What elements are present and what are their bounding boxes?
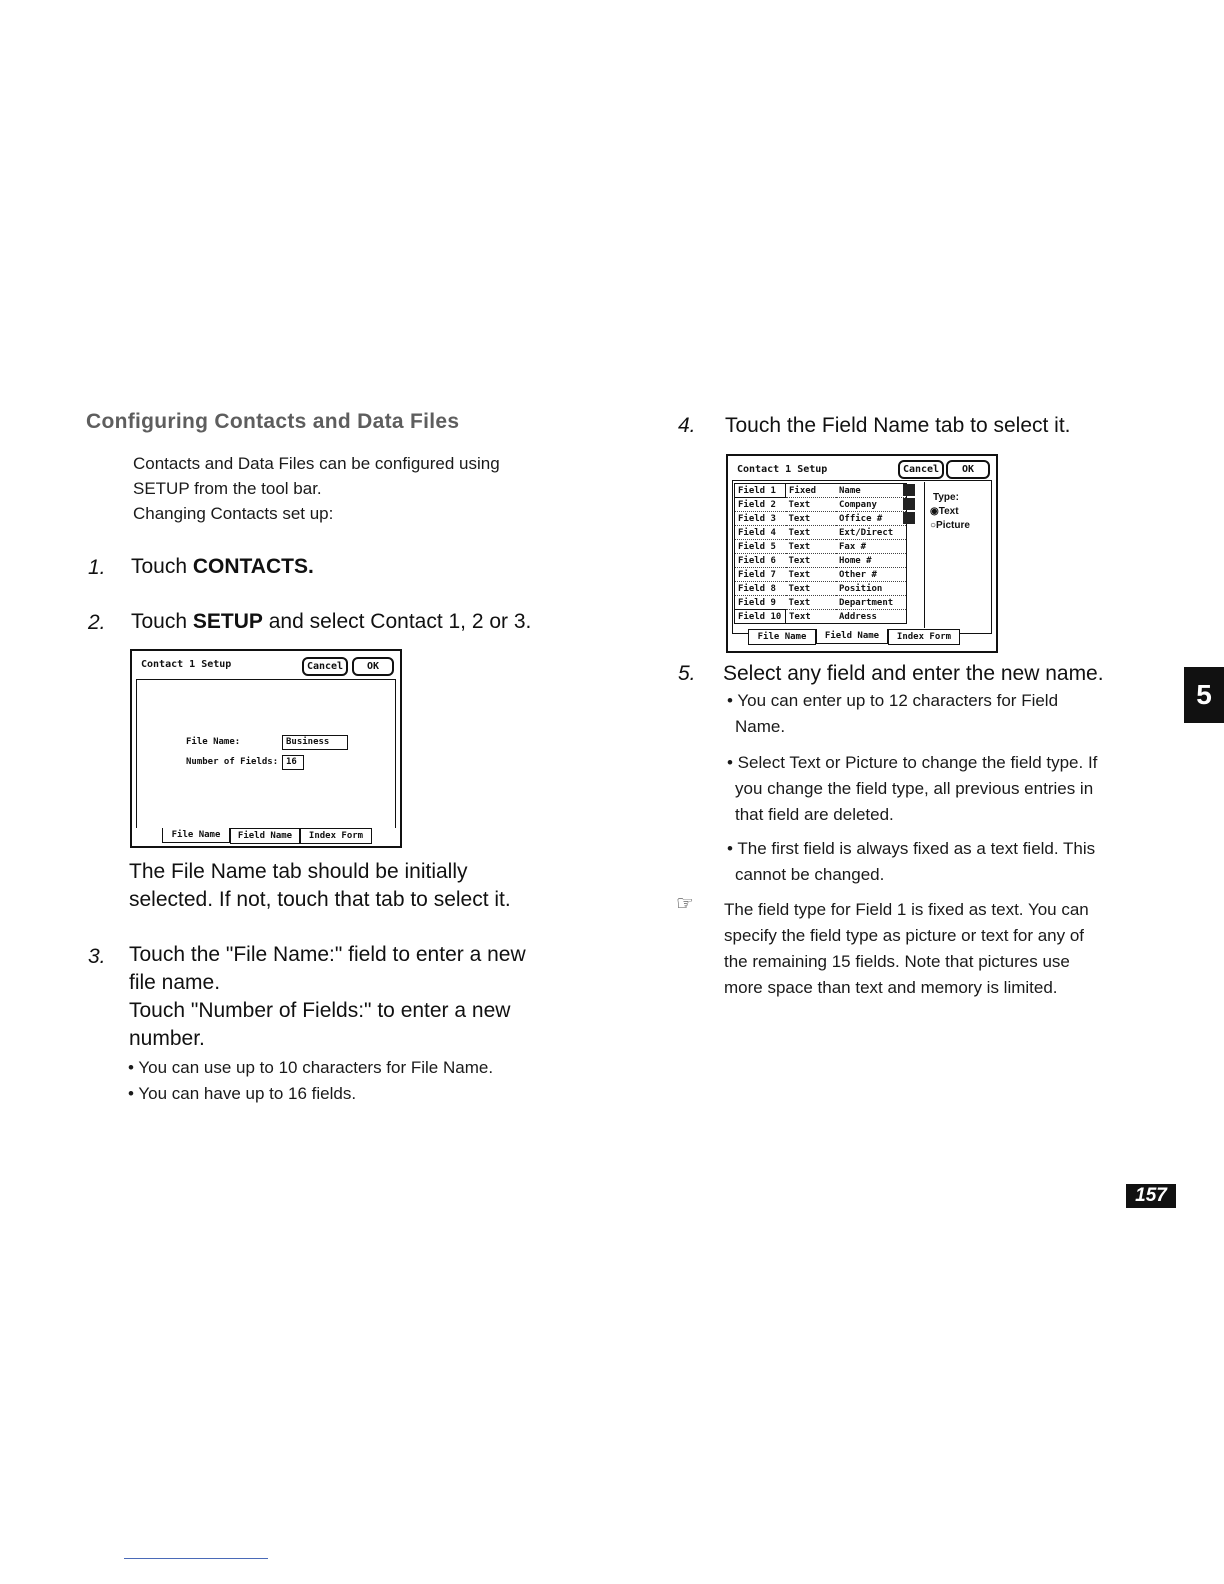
scroll-up-icon[interactable] (903, 484, 915, 496)
step-1-bold: CONTACTS. (192, 555, 314, 578)
note-text (724, 897, 1164, 1001)
table-divider (924, 482, 925, 628)
note-line-1: The field type for Field 1 is fixed as text. You can (724, 900, 1089, 919)
bullet-2-line-3: that field are deleted. (735, 805, 894, 824)
bullet-1-line-1: • You can enter up to 12 characters for Field (727, 691, 1059, 710)
radio-picture-label: Picture (936, 520, 970, 531)
field-label: Name (836, 484, 907, 498)
step-2-note-line-2: selected. If not, touch that tab to select it. (129, 888, 511, 911)
field-type: Fixed (786, 484, 837, 498)
field-label: Other # (836, 568, 907, 582)
page-number: 157 (1126, 1184, 1176, 1208)
intro-line-2: SETUP from the tool bar. (133, 479, 322, 498)
table-row[interactable] (735, 582, 907, 596)
table-row[interactable] (735, 554, 907, 568)
field-label: Office # (836, 512, 907, 526)
field-number: Field 3 (735, 512, 786, 526)
step-2-pre: Touch (131, 610, 193, 633)
tab-field-name[interactable]: Field Name (816, 629, 888, 644)
table-row[interactable] (735, 568, 907, 582)
field-number: Field 9 (735, 596, 786, 610)
step-1-pre: Touch (131, 555, 193, 578)
file-name-label: File Name: (186, 737, 241, 747)
type-label: Type: (933, 492, 959, 503)
table-row[interactable] (735, 610, 907, 624)
bullet-2-line-2: you change the field type, all previous entries in (735, 779, 1094, 798)
step-5-bullets (727, 688, 1167, 888)
field-type: Text (786, 596, 837, 610)
step-1-number: 1. (88, 556, 106, 579)
pointing-hand-icon: ☞ (676, 893, 694, 915)
file-name-input[interactable]: Business (282, 735, 348, 750)
field-number: Field 6 (735, 554, 786, 568)
step-5-bullet-3 (727, 836, 1167, 888)
bullet-3-line-1: • The first field is always fixed as a text field. This (727, 839, 1096, 858)
cancel-button[interactable]: Cancel (898, 460, 944, 479)
contact-setup-screen-file-name (130, 649, 402, 848)
bullet-1-line-2: Name. (735, 717, 786, 736)
step-2-number: 2. (88, 611, 106, 634)
table-row[interactable] (735, 526, 907, 540)
section-heading: Configuring Contacts and Data Files (86, 410, 460, 433)
step-1-text (131, 553, 314, 581)
field-type: Text (786, 540, 837, 554)
ok-button[interactable]: OK (946, 460, 990, 479)
setup-tabs (748, 629, 960, 645)
field-label: Ext/Direct (836, 526, 907, 540)
cancel-button[interactable]: Cancel (302, 657, 348, 676)
step-3-bullets (128, 1055, 568, 1107)
table-row[interactable] (735, 596, 907, 610)
note-line-4: more space than text and memory is limited. (724, 978, 1058, 997)
field-type: Text (786, 498, 837, 512)
step-2-note (129, 858, 569, 914)
bullet-3-line-2: cannot be changed. (735, 865, 885, 884)
field-label: Company (836, 498, 907, 512)
step-3-line-1: Touch the "File Name:" field to enter a new (129, 943, 526, 966)
field-type: Text (786, 512, 837, 526)
intro-line-3: Changing Contacts set up: (133, 504, 334, 523)
intro-line-1: Contacts and Data Files can be configured using (133, 454, 500, 473)
table-row[interactable] (735, 484, 907, 498)
step-4-text: Touch the Field Name tab to select it. (725, 414, 1071, 437)
step-3-line-3: Touch "Number of Fields:" to enter a new (129, 999, 511, 1022)
tab-index-form[interactable]: Index Form (888, 629, 960, 645)
step-3-bullet-1: • You can use up to 10 characters for File Name. (128, 1058, 494, 1077)
screen-title: Contact 1 Setup (141, 659, 232, 670)
step-3-line-4: number. (129, 1027, 205, 1050)
field-type: Text (786, 568, 837, 582)
number-of-fields-label: Number of Fields: (186, 757, 279, 767)
table-row[interactable] (735, 498, 907, 512)
step-5-bullet-2 (727, 750, 1167, 828)
field-label: Home # (836, 554, 907, 568)
intro-text (133, 451, 573, 526)
radio-text[interactable] (930, 506, 959, 517)
tab-field-name[interactable]: Field Name (230, 828, 300, 844)
step-3-line-2: file name. (129, 971, 221, 994)
step-5-bullet-1 (727, 688, 1167, 740)
field-number: Field 2 (735, 498, 786, 512)
tab-file-name[interactable]: File Name (162, 828, 230, 843)
field-number: Field 7 (735, 568, 786, 582)
radio-unselected-icon: ○ (930, 520, 937, 531)
tab-index-form[interactable]: Index Form (300, 828, 372, 844)
field-type: Text (786, 554, 837, 568)
field-number: Field 1 (735, 484, 786, 498)
screen-content-frame (136, 679, 396, 828)
setup-tabs (162, 828, 372, 844)
step-2-post: and select Contact 1, 2 or 3. (262, 610, 532, 633)
step-3-number: 3. (88, 945, 106, 968)
table-row[interactable] (735, 512, 907, 526)
chapter-tab: 5 (1184, 667, 1224, 723)
scroll-down-icon[interactable] (903, 512, 915, 524)
scroll-page-icon[interactable] (903, 498, 915, 510)
step-5-number: 5. (678, 662, 696, 685)
field-number: Field 8 (735, 582, 786, 596)
radio-selected-icon: ◉ (930, 506, 939, 517)
step-2-bold: SETUP (192, 610, 263, 633)
footer-line (124, 1558, 268, 1559)
step-3-text (129, 941, 569, 1053)
radio-picture[interactable] (930, 520, 970, 531)
contact-setup-screen-field-name (726, 454, 998, 653)
step-4-number: 4. (678, 414, 696, 437)
number-of-fields-input[interactable]: 16 (282, 755, 304, 770)
step-2-text (131, 608, 531, 636)
field-table (734, 483, 907, 624)
field-label: Fax # (836, 540, 907, 554)
step-3-bullet-2: • You can have up to 16 fields. (128, 1084, 357, 1103)
bullet-2-line-1: • Select Text or Picture to change the field type. If (727, 753, 1098, 772)
field-type: Text (786, 526, 837, 540)
note-line-3: the remaining 15 fields. Note that pictures use (724, 952, 1070, 971)
note-line-2: specify the field type as picture or text for any of (724, 926, 1085, 945)
screen-title: Contact 1 Setup (737, 464, 828, 475)
ok-button[interactable]: OK (352, 657, 394, 676)
field-label: Address (836, 610, 907, 624)
field-label: Department (836, 596, 907, 610)
step-2-note-line-1: The File Name tab should be initially (129, 860, 468, 883)
radio-text-label: Text (938, 506, 959, 517)
field-type: Text (786, 582, 837, 596)
field-label: Position (836, 582, 907, 596)
field-number: Field 4 (735, 526, 786, 540)
field-number: Field 10 (735, 610, 786, 624)
step-5-text: Select any field and enter the new name. (723, 662, 1104, 685)
field-type: Text (786, 610, 837, 624)
tab-file-name[interactable]: File Name (748, 629, 816, 645)
field-number: Field 5 (735, 540, 786, 554)
table-row[interactable] (735, 540, 907, 554)
